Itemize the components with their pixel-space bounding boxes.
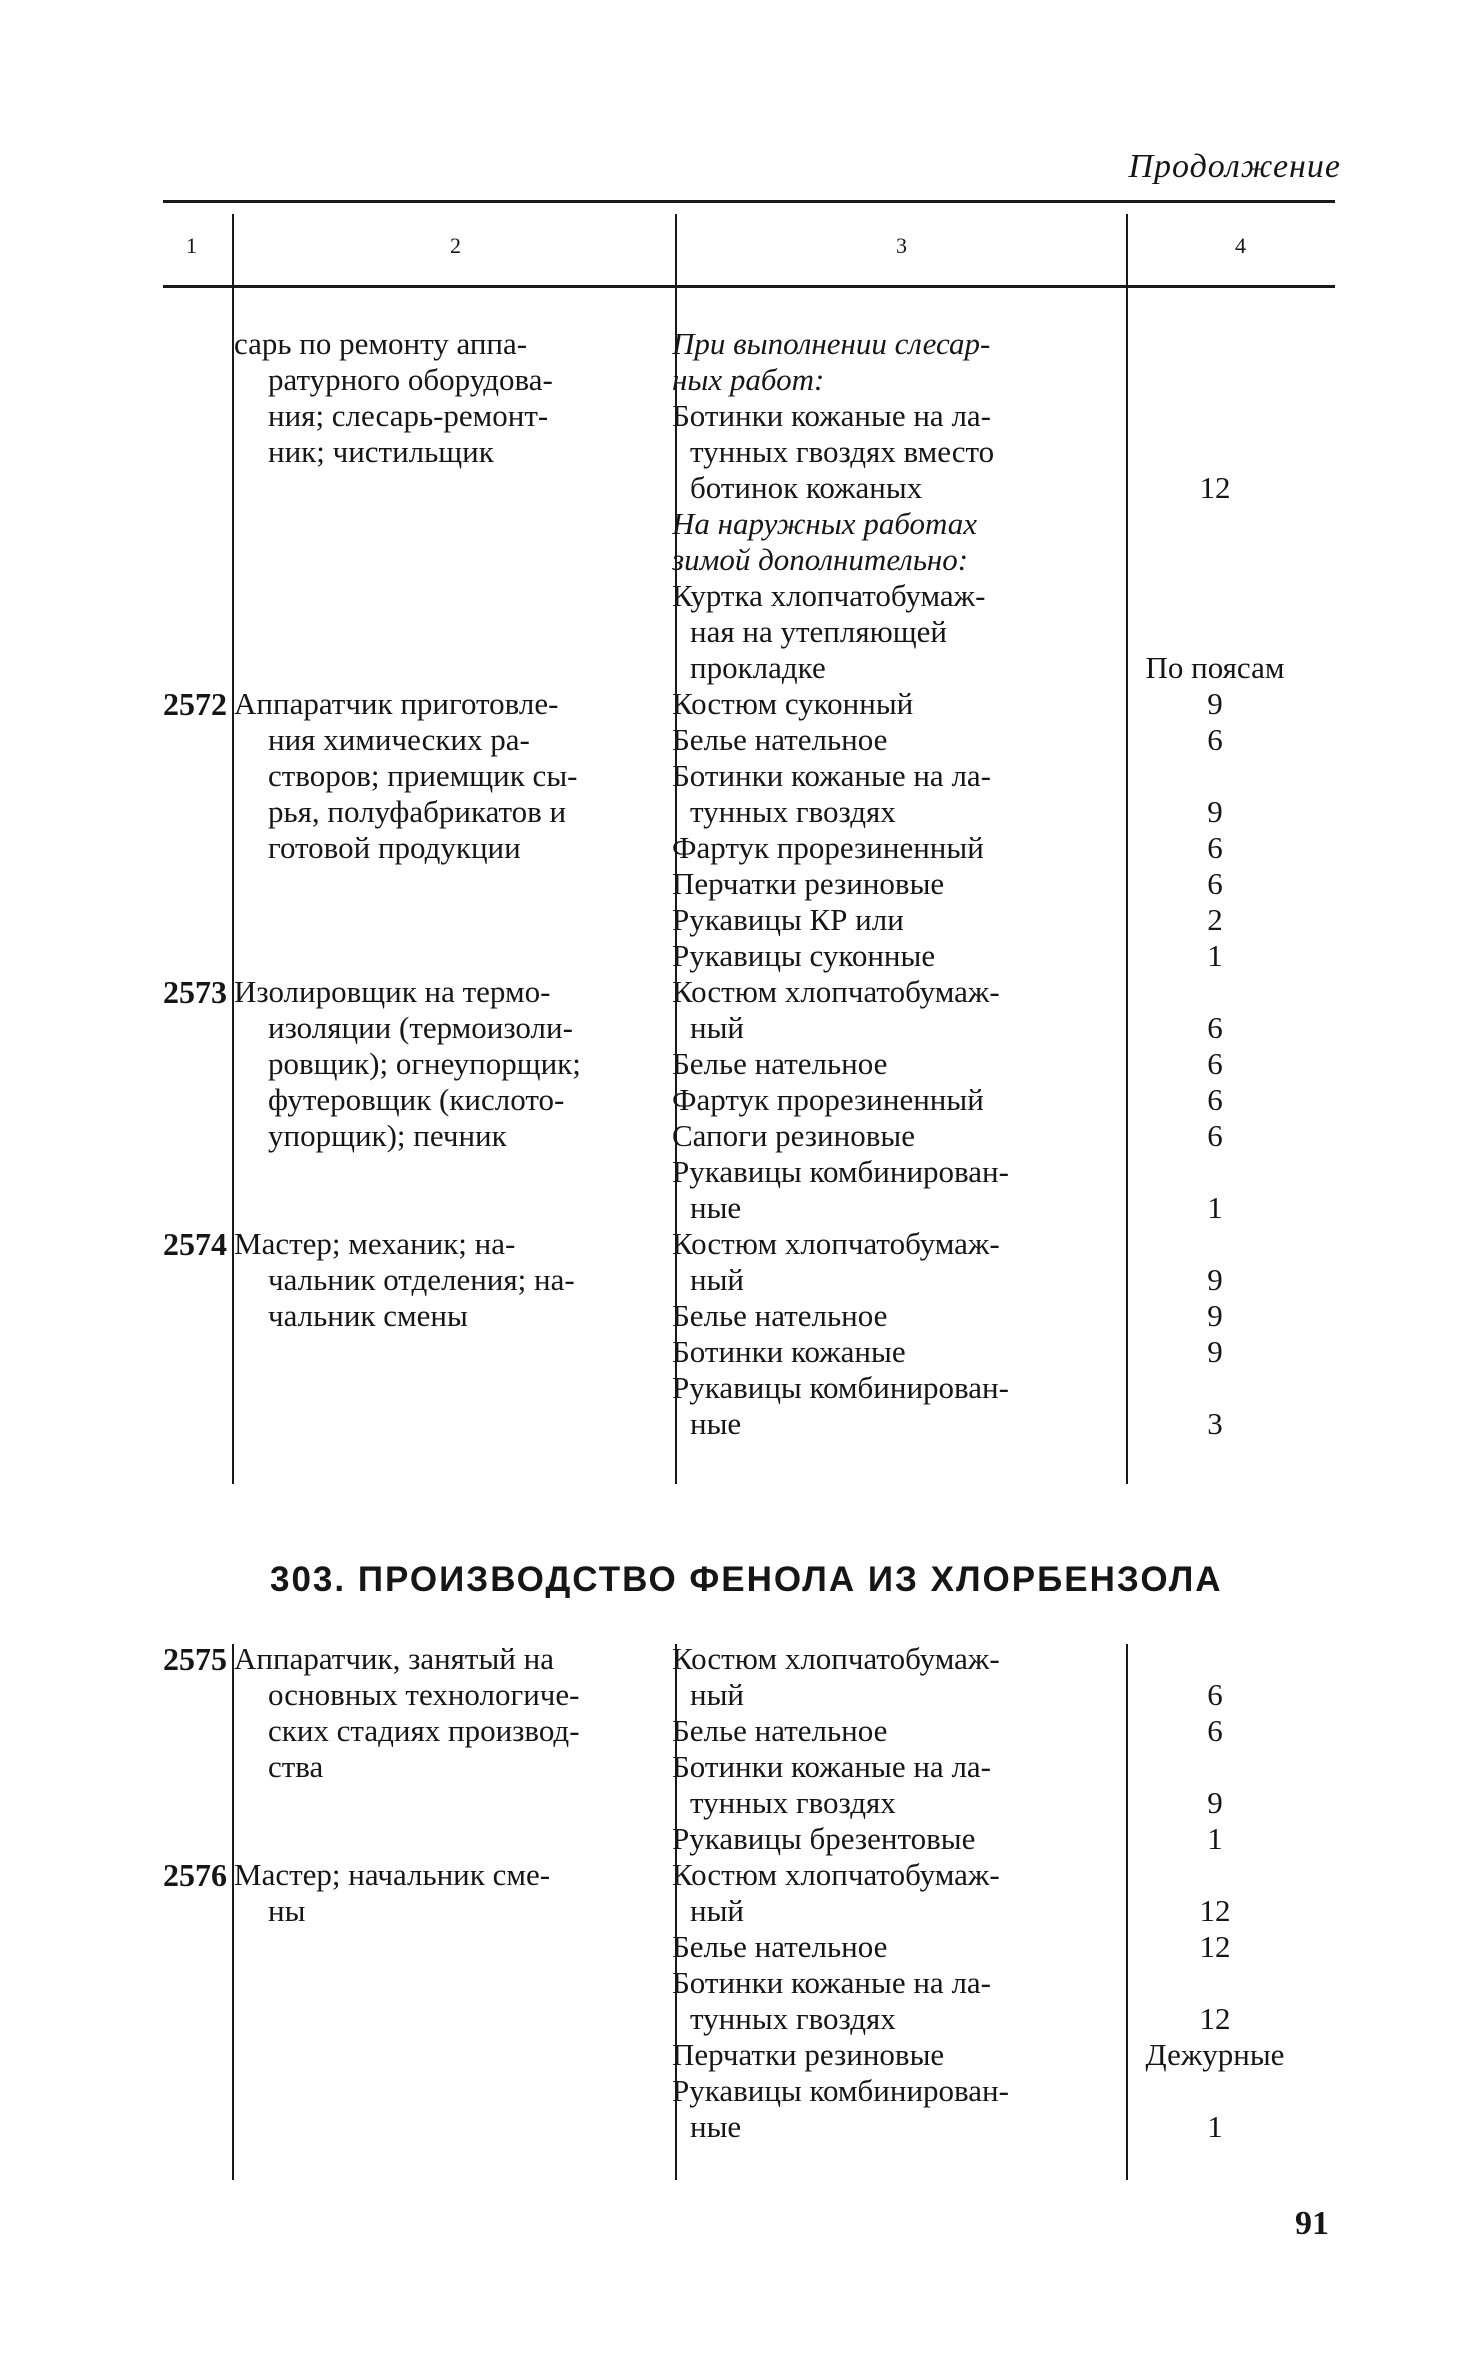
table-row (163, 974, 1318, 1226)
norms-cell (1112, 686, 1318, 974)
norm-value: 12 (1199, 470, 1231, 505)
profession-cell (234, 686, 664, 974)
item-line: Белье нательное (672, 722, 888, 757)
item-line: Рукавицы КР или (672, 902, 904, 937)
item-line: Рукавицы брезентовые (672, 1821, 976, 1856)
profession-line: изоляции (термоизоли- (268, 1010, 573, 1045)
item-line: Рукавицы комбинирован- (672, 1154, 1009, 1189)
item-line: Белье нательное (672, 1046, 888, 1081)
item-line: Куртка хлопчатобумаж- (672, 578, 986, 613)
table-top-rule (163, 200, 1335, 203)
item-line: Ботинки кожаные на ла- (672, 1749, 991, 1784)
profession-line: сарь по ремонту аппа- (234, 326, 528, 361)
item-line: ные (690, 1190, 742, 1225)
norm-value: 9 (1207, 794, 1223, 829)
item-line: Костюм хлопчатобумаж- (672, 1857, 1000, 1892)
item-line: Белье нательное (672, 1713, 888, 1748)
profession-line: Аппаратчик, занятый на (234, 1641, 554, 1676)
profession-line: ния; слесарь-ремонт- (268, 398, 549, 433)
norm-spacer (1112, 1965, 1318, 2001)
norms-cell (1112, 974, 1318, 1226)
norms-cell (1112, 1857, 1318, 2145)
profession-line: ния химических ра- (268, 722, 530, 757)
norm-value: 6 (1207, 866, 1223, 901)
norm-value: 1 (1207, 2109, 1223, 2144)
profession-line: Мастер; начальник сме- (234, 1857, 551, 1892)
norm-spacer (1112, 326, 1318, 362)
norm-value: 9 (1207, 1262, 1223, 1297)
norm-value: Дежурные (1145, 2037, 1285, 2072)
item-line: ный (690, 1010, 745, 1045)
row-code: 2576 (163, 1857, 227, 1893)
table-row (163, 1857, 1318, 2145)
norm-value: 9 (1207, 1298, 1223, 1333)
continued-label: Продолжение (1128, 148, 1341, 185)
profession-line: чальник смены (268, 1298, 468, 1333)
item-line: Перчатки резиновые (672, 866, 945, 901)
column-header-4: 4 (1235, 233, 1246, 258)
item-line: тунных гвоздях вместо (690, 434, 995, 469)
row-code: 2575 (163, 1641, 227, 1677)
norm-spacer (1112, 1749, 1318, 1785)
item-line: тунных гвоздях (690, 794, 896, 829)
item-line: Белье нательное (672, 1929, 888, 1964)
norms-cell (1112, 326, 1318, 686)
profession-line: ровщик); огнеупорщик; (268, 1046, 581, 1081)
item-line: зимой дополнительно: (672, 542, 969, 577)
items-cell (672, 1226, 1104, 1442)
items-cell (672, 1857, 1104, 2145)
norm-value: 1 (1207, 1821, 1223, 1856)
norm-spacer (1112, 1154, 1318, 1190)
norms-cell (1112, 1641, 1318, 1857)
profession-line: чальник отделения; на- (268, 1262, 575, 1297)
table-row (163, 1641, 1318, 1857)
profession-cell (234, 1641, 664, 1857)
items-cell (672, 686, 1104, 974)
item-line: Рукавицы комбинирован- (672, 2073, 1009, 2108)
profession-line: ских стадиях производ- (268, 1713, 580, 1748)
profession-line: Изолировщик на термо- (234, 974, 551, 1009)
norm-value: 6 (1207, 1082, 1223, 1117)
norm-spacer (1112, 578, 1318, 614)
item-line: ботинок кожаных (690, 470, 923, 505)
item-line: Фартук прорезиненный (672, 830, 984, 865)
norm-value: 12 (1199, 1893, 1231, 1928)
norm-spacer (1112, 434, 1318, 470)
item-line: На наружных работах (672, 506, 978, 541)
item-line: Ботинки кожаные (672, 1334, 906, 1369)
table-header-rule (163, 285, 1335, 288)
norm-value: 2 (1207, 902, 1223, 937)
page-number: 91 (1295, 2205, 1329, 2242)
profession-line: основных технологиче- (268, 1677, 580, 1712)
item-line: При выполнении слесар- (672, 326, 991, 361)
norm-value: По поясам (1145, 650, 1285, 685)
profession-cell (234, 974, 664, 1226)
profession-line: ратурного оборудова- (268, 362, 553, 397)
norm-value: 1 (1207, 938, 1223, 973)
item-line: Рукавицы суконные (672, 938, 936, 973)
norm-value: 1 (1207, 1190, 1223, 1225)
items-cell (672, 326, 1104, 686)
norm-value: 3 (1207, 1406, 1223, 1441)
item-line: Ботинки кожаные на ла- (672, 398, 991, 433)
item-line: прокладке (690, 650, 826, 685)
column-header-1: 1 (186, 233, 197, 258)
section-title: 303. ПРОИЗВОДСТВО ФЕНОЛА ИЗ ХЛОРБЕНЗОЛА (270, 1560, 1223, 1599)
norm-spacer (1112, 1641, 1318, 1677)
norm-spacer (1112, 2073, 1318, 2109)
item-line: Ботинки кожаные на ла- (672, 758, 991, 793)
profession-line: ны (268, 1893, 306, 1928)
item-line: тунных гвоздях (690, 2001, 896, 2036)
profession-cell (234, 1857, 664, 2145)
norms-cell (1112, 1226, 1318, 1442)
profession-line: упорщик); печник (268, 1118, 507, 1153)
norm-spacer (1112, 1226, 1318, 1262)
norm-value (1112, 542, 1318, 578)
item-line: ный (690, 1677, 745, 1712)
norm-spacer (1112, 398, 1318, 434)
norm-value: 6 (1207, 1677, 1223, 1712)
norm-value: 9 (1207, 1785, 1223, 1820)
norm-value: 12 (1199, 2001, 1231, 2036)
item-line: Костюм суконный (672, 686, 914, 721)
item-line: Костюм хлопчатобумаж- (672, 1226, 1000, 1261)
table-row (163, 686, 1318, 974)
item-line: Костюм хлопчатобумаж- (672, 1641, 1000, 1676)
row-code (163, 326, 227, 686)
norm-value: 12 (1199, 1929, 1231, 1964)
profession-line: рья, полуфабрикатов и (268, 794, 567, 829)
row-code: 2573 (163, 974, 227, 1010)
norm-spacer (1112, 1857, 1318, 1893)
item-line: ные (690, 2109, 742, 2144)
profession-cell (234, 1226, 664, 1442)
norm-spacer (1112, 758, 1318, 794)
item-line: тунных гвоздях (690, 1785, 896, 1820)
column-header-3: 3 (896, 233, 907, 258)
norm-spacer (1112, 506, 1318, 542)
profession-line: готовой продукции (268, 830, 521, 865)
item-line: Рукавицы комбинирован- (672, 1370, 1009, 1405)
norm-value: 6 (1207, 830, 1223, 865)
items-cell (672, 1641, 1104, 1857)
item-line: ный (690, 1893, 745, 1928)
norm-value (1112, 362, 1318, 398)
item-line: Ботинки кожаные на ла- (672, 1965, 991, 2000)
norm-value: 6 (1207, 1713, 1223, 1748)
profession-line: Аппаратчик приготовле- (234, 686, 559, 721)
table-row (163, 326, 1318, 686)
norm-value: 9 (1207, 686, 1223, 721)
norm-spacer (1112, 974, 1318, 1010)
item-line: ных работ: (672, 362, 825, 397)
profession-line: створов; приемщик сы- (268, 758, 578, 793)
norm-value: 6 (1207, 1010, 1223, 1045)
column-header-2: 2 (450, 233, 461, 258)
norm-value: 6 (1207, 1046, 1223, 1081)
item-line: Костюм хлопчатобумаж- (672, 974, 1000, 1009)
item-line: ная на утепляющей (690, 614, 947, 649)
norm-spacer (1112, 1370, 1318, 1406)
items-cell (672, 974, 1104, 1226)
item-line: ный (690, 1262, 745, 1297)
profession-line: ства (268, 1749, 324, 1784)
profession-line: Мастер; механик; на- (234, 1226, 516, 1261)
profession-line: футеровщик (кислото- (268, 1082, 565, 1117)
item-line: ные (690, 1406, 742, 1441)
item-line: Белье нательное (672, 1298, 888, 1333)
row-code: 2574 (163, 1226, 227, 1262)
table-row (163, 1226, 1318, 1442)
profession-line: ник; чистильщик (268, 434, 494, 469)
item-line: Перчатки резиновые (672, 2037, 945, 2072)
item-line: Сапоги резиновые (672, 1118, 915, 1153)
norm-value: 9 (1207, 1334, 1223, 1369)
profession-cell (234, 326, 664, 686)
norm-value: 6 (1207, 722, 1223, 757)
norm-spacer (1112, 614, 1318, 650)
row-code: 2572 (163, 686, 227, 722)
norm-value: 6 (1207, 1118, 1223, 1153)
item-line: Фартук прорезиненный (672, 1082, 984, 1117)
